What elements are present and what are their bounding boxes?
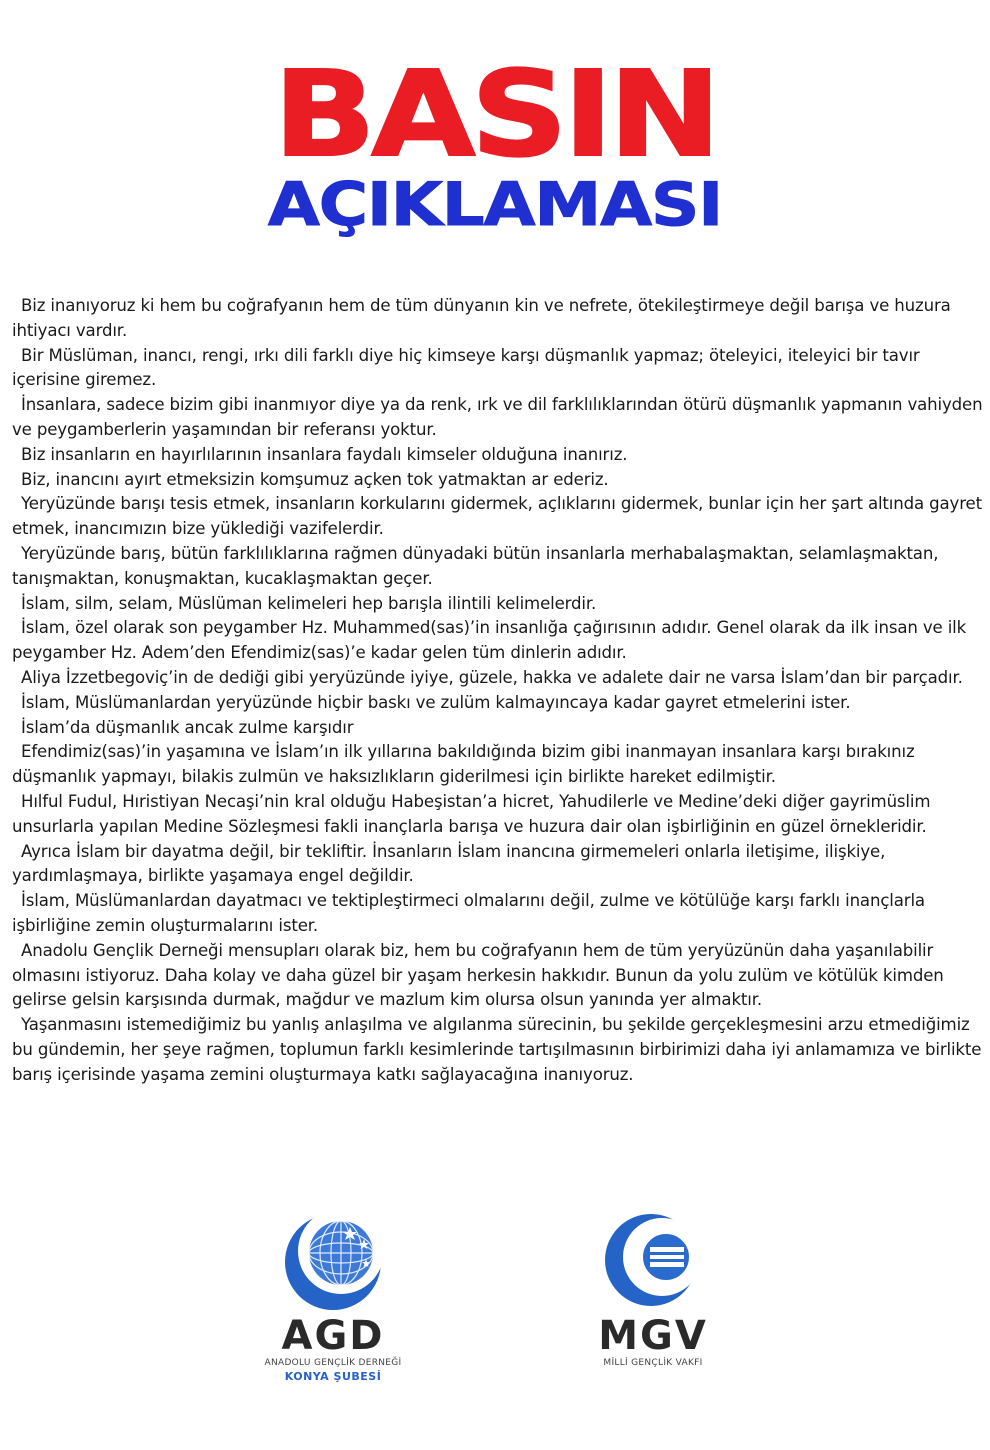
paragraph: İslam, Müslümanlardan dayatmacı ve tektipleştirmeci olmalarını değil, zulme ve kötülüğe karşı farklı inançlarla işbirliğine zemin oluşturmalarını ister. (12, 891, 925, 935)
paragraph: Aliya İzzetbegoviç’in de dediği gibi yeryüzünde iyiye, güzele, hakka ve adalete dair ne varsa İslam’dan bir parçadır. (21, 667, 963, 687)
paragraph: Yeryüzünde barışı tesis etmek, insanların korkularını gidermek, açlıklarını gidermek, bunlar için her şart altında gayret etmek, inancımızın bize yüklediği vazifelerdir. (12, 494, 982, 539)
page-header (0, 45, 990, 240)
paragraph: Biz inanıyoruz ki hem bu coğrafyanın hem de tüm dünyanın kin ve nefrete, ötekileştirmeye değil barışa ve huzura ihtiyacı vardır. (12, 296, 951, 340)
paragraph: Biz insanların en hayırlılarının insanlara faydalı kimseler olduğuna inanırız. (21, 444, 628, 464)
page-subtitle: AÇIKLAMASI (267, 170, 723, 240)
agd-logo-branch: KONYA ŞUBESİ (284, 1370, 382, 1383)
mgv-logo-subtitle: MİLLİ GENÇLİK VAKFI (603, 1358, 703, 1368)
paragraph: Hılful Fudul, Hıristiyan Necaşi’nin kral olduğu Habeşistan’a hicret, Yahudilerle ve Medine’deki diğer gayrimüslim unsurlarla yapılan Medine Sözleşmesi fakli inançlarla barışa ve huzura dair olan işbirliğinin en güzel örnekleridir. (12, 791, 931, 836)
statement-body (12, 294, 987, 1088)
paragraph: Ayrıca İslam bir dayatma değil, bir tekliftir. İnsanların İslam inancına girmemeleri onlarla iletişime, ilişkiye, yardımlaşmaya, birlikte yaşamaya engel değildir. (12, 841, 886, 886)
paragraph: Bir Müslüman, inancı, rengi, ırkı dili farklı diye hiç kimseye karşı düşmanlık yapmaz; öteleyici, iteleyici bir tavır içerisine giremez. (12, 345, 920, 390)
logos-footer (0, 1205, 990, 1405)
crescent-globe-stars-icon (278, 1205, 388, 1315)
paragraph: Yaşanmasını istemediğimiz bu yanlış anlaşılma ve algılanma sürecinin, bu şekilde gerçekleşmesini arzu etmediğimiz bu gündemin, her şeye rağmen, toplumun farklı kesimlerinde tartışılmasının birbirimizi daha iyi anlamamıza ve birlikte barış içerisinde yaşama zemini oluşturmaya katkı sağlayacağına inanıyoruz. (12, 1015, 982, 1084)
agd-logo-subtitle: ANADOLU GENÇLİK DERNEĞİ (264, 1358, 402, 1368)
agd-logo-name: AGD (281, 1313, 385, 1359)
paragraph: Yeryüzünde barış, bütün farklılıklarına rağmen dünyadaki bütün insanlarla merhabalaşmaktan, selamlaşmaktan, tanışmaktan, konuşmaktan, kucaklaşmaktan geçer. (12, 543, 939, 588)
agd-logo (258, 1205, 408, 1385)
paragraph: Biz, inancını ayırt etmeksizin komşumuz açken tok yatmaktan ar ederiz. (21, 469, 609, 489)
paragraph: İslam’da düşmanlık ancak zulme karşıdır (21, 717, 354, 737)
paragraph: Anadolu Gençlik Derneği mensupları olarak biz, hem bu coğrafyanın hem de tüm yeryüzünün daha yaşanılabilir olmasını istiyoruz. Daha kolay ve daha güzel bir yaşam herkesin hakkıdır. Bunun da yolu zulüm ve kötülük kimden gelirse gelsin karşısında durmak, mağdur ve mazlum kim olursa olsun yanında yer almaktır. (12, 940, 944, 1010)
page-title: BASIN (273, 45, 717, 183)
paragraph: İslam, Müslümanlardan yeryüzünde hiçbir baskı ve zulüm kalmayıncaya kadar gayret etmelerini ister. (21, 692, 851, 712)
paragraph: İslam, silm, selam, Müslüman kelimeleri hep barışla ilintili kelimelerdir. (21, 593, 597, 613)
paragraph: İslam, özel olarak son peygamber Hz. Muhammed(sas)’in insanlığa çağırısının adıdır. Genel olarak da ilk insan ve ilk peygamber Hz. Adem’den Efendimiz(sas)’e kadar gelen tüm dinlerin adıdır. (12, 618, 967, 663)
paragraph: İnsanlara, sadece bizim gibi inanmıyor diye ya da renk, ırk ve dil farklılıklarından ötürü düşmanlık yapmanın vahiyden ve peygamberlerin yaşamından bir referansı yoktur. (12, 395, 983, 439)
mgv-logo (578, 1205, 728, 1369)
crescent-globe-icon (598, 1205, 708, 1315)
mgv-logo-name: MGV (598, 1313, 708, 1359)
paragraph: Efendimiz(sas)’in yaşamına ve İslam’ın ilk yıllarına bakıldığında bizim gibi inanmayan insanlara karşı bırakınız düşmanlık yapmayı, bilakis zulmün ve haksızlıkların giderilmesi için birlikte hareket edilmiştir. (12, 742, 915, 787)
